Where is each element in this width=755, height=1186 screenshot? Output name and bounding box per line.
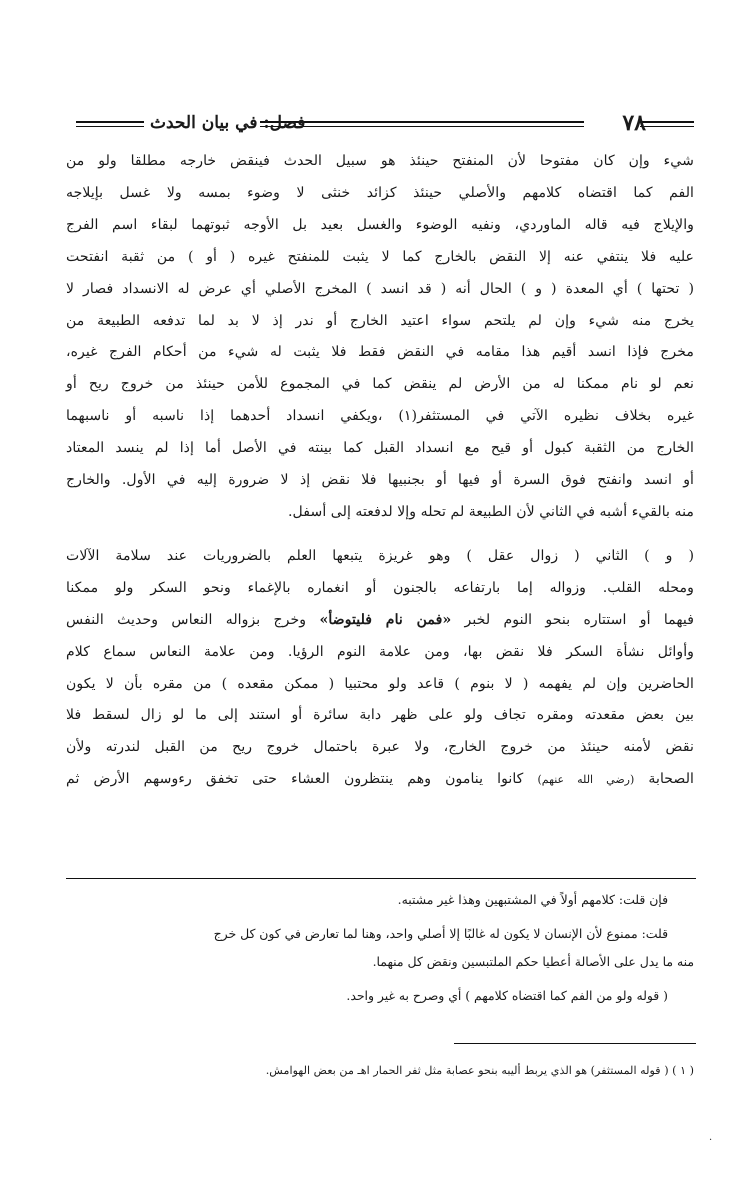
honorific: (رضي الله عنهم) (537, 773, 635, 787)
text-line: نقض لأمنه حينئذ من خروج الخارج، ولا عبرة باحتمال خروج ريح من القبل لندرته ولأن (66, 739, 694, 756)
text-line: الحاضرين وإن لم يفهمه ( لا بنوم ) قاعد ولو محتبيا ( ممكن مقعده ) من مقره بأن لا يكون (66, 675, 694, 692)
text-line: بين بعض مقعدته ومقره تجاف ولو على ظهر دابة سائرة أو استند إلى ما لو زال لسقط فلا (66, 707, 694, 724)
page-header (66, 108, 694, 138)
text-line: يخرج منه شيء وإن لم يلتحم سواء اعتيد الخارج أو ندر إذ لا بد لما تدفعه الطبيعة من (66, 312, 694, 329)
page-number: ٧٨ (622, 110, 646, 136)
text-line: والإيلاج فيه قاله الماوردي، ونفيه الوضوء والغسل بعيد بل الأوجه ثبوتهما لبقاء اسم الفرج (66, 216, 694, 233)
main-text (66, 146, 694, 796)
text-line: ( تحتها ) أي المعدة ( و ) الحال أنه ( قد انسد ) المخرج الأصلي أي عرض له الانسداد فصار لا (66, 280, 694, 297)
note-line: قلت: ممنوع لأن الإنسان لا يكون له غالبًا إلا أصلي واحد، وهنا لما تعارض في كون كل خرج (213, 926, 668, 941)
footnote-divider (454, 1043, 696, 1044)
text-line: الفم كما اقتضاه كلامهم والأصلي حينئذ كزائد خنثى لا وضوء بمسه ولا غسل بإيلاجه (66, 184, 694, 201)
text-line: ومحله القلب. وزواله إما بارتفاعه بالجنون أو انغماره بالإغماء ونحو السكر ولو ممكنا (66, 579, 694, 596)
chapter-title: فصل: في بيان الحدث (150, 113, 306, 133)
paragraph-gap (66, 529, 694, 541)
notes-divider (66, 878, 696, 879)
text-line: مخرج فإذا انسد أقيم هذا مقامه في النقض فقط فلا يثبت له شيء من أحكام الفرج غيره، (66, 344, 694, 361)
text-line: الصحابة (رضي الله عنهم) كانوا ينامون وهم ينتظرون العشاء حتى تخفق رءوسهم الأرض ثم (66, 771, 694, 788)
marginal-notes (66, 886, 694, 1010)
note-line: منه ما يدل على الأصالة أعطيا حكم الملتبسين ونقض كل منهما. (372, 954, 694, 969)
footnote: ( ١ ) ( قوله المستثفر) هو الذي يربط أليبه بنحو عصابة مثل ثفر الحمار اهـ من بعض الهوامش. (265, 1064, 694, 1077)
text-line: أو انسد وانفتح فوق السرة أو فيها أو بجنبيها فلا نقض إذ لا ضرورة إليه في الأول. والخارج (66, 472, 694, 489)
hadith-quote: «فمن نام فليتوضأ» (319, 611, 452, 628)
text-line: وأوائل نشأة السكر فلا نقض بها، ومن علامة النوم الرؤيا. ومن علامة النعاس سماع كلام (66, 643, 694, 660)
text-line: عليه فلا ينتفي عنه إلا النقض بالخارج كما لا يثبت للمنفتح غيره ( أو ) من ثقبة انفتحت (66, 248, 694, 265)
text-line: نعم لو نام ممكنا له من الأرض لم ينقض كما في المجموع للأمن حينئذ من خروج ريح أو (66, 376, 694, 393)
text-line: ( و ) الثاني ( زوال عقل ) وهو غريزة يتبعها العلم بالضروريات عند سلامة الآلات (66, 547, 694, 564)
page-speck: · (709, 1135, 713, 1146)
text-line: الخارج من الثقبة كبول أو قيح مع انسداد القبل كما بينته في الأصل أما إذا لم ينسد المعتاد (66, 440, 694, 457)
note-line: ( قوله ولو من الفم كما اقتضاه كلامهم ) أي وصرح به غير واحد. (346, 988, 668, 1003)
text-line: غيره بخلاف نظيره الآتي في المستثفر(١) ،ويكفي انسداد أحدهما إذا ناسبه أو ناسبهما (66, 408, 694, 425)
text-line: منه بالقيء أشبه في الثاني لأن الطبيعة لم تحله وإلا لدفعته إلى أسفل. (288, 503, 694, 520)
note-line: فإن قلت: كلامهم أولاً في المشتبهين وهذا غير مشتبه. (397, 892, 668, 907)
text-line: شيء وإن كان مفتوحا لأن المنفتح حينئذ هو سبيل الحدث فينقض خارجه مطلقا ولو من (66, 153, 694, 169)
text-line: فيهما أو استتاره بنحو النوم لخبر «فمن نام فليتوضأ» وخرج بزواله النعاس وحديث النفس (66, 611, 694, 628)
